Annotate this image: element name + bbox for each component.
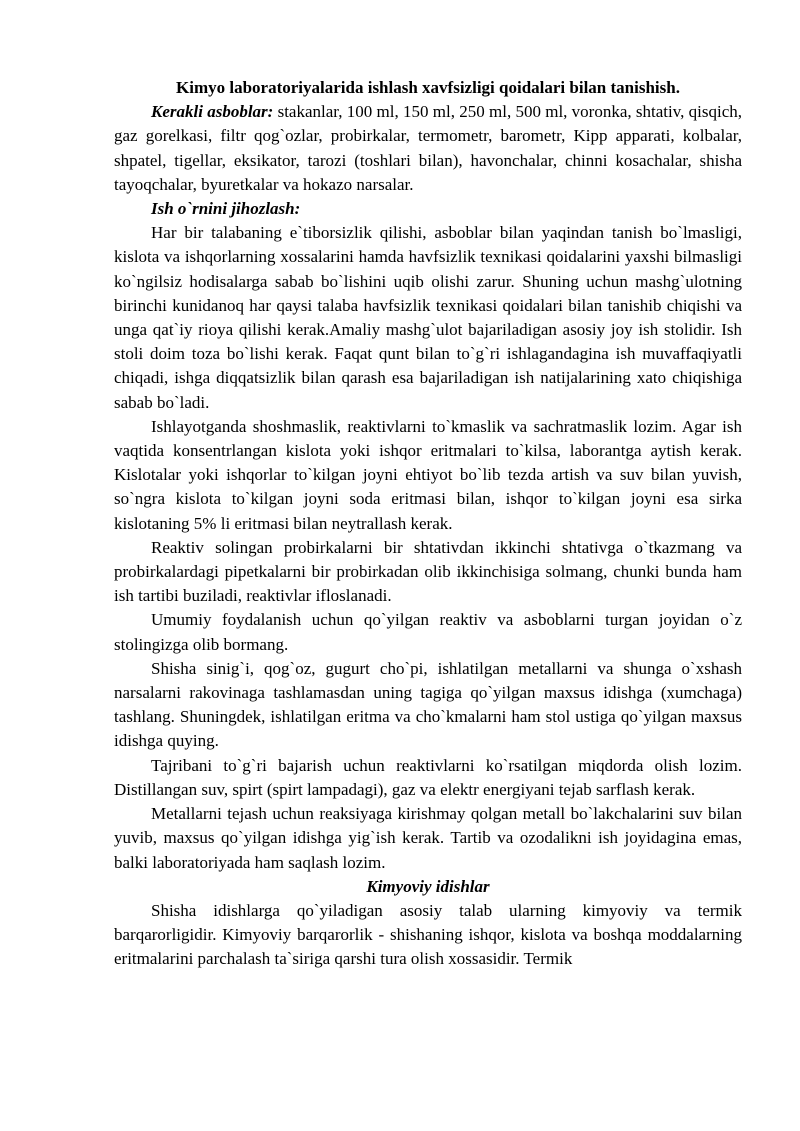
equipment-text: stakanlar, 100 ml, 150 ml, 250 ml, 500 ml, voronka, shtativ, qisqich, gaz gorelkasi, filtr qog`ozlar, probirkalar, termometr, barometr, Kipp apparati, kolbalar, shpatel, tigellar, eksikator, tarozi (toshlari bilan), havonchalar, chinni kosachalar, shisha tayoqchalar, byuretkalar va hokazo narsalar. (114, 102, 742, 194)
body-paragraph: Umumiy foydalanish uchun qo`yilgan reaktiv va asboblarni turgan joyidan o`z stolingizga olib bormang. (114, 610, 742, 654)
body-paragraph: Har bir talabaning e`tiborsizlik qilishi, asboblar bilan yaqindan tanish bo`lmasligi, kislota va ishqorlarning xossalarini hamda havfsizlik texnikasi qoidalarini yaxshi bilmasligi ko`ngilsiz hodisalarga sabab bo`lishini uqib olishi zarur. Shuning uchun mashg`ulotning birinchi kunidanoq har qaysi talaba havfsizlik texnikasi qoidalari bilan tanishib chiqishi va unga qat`iy rioya qilishi kerak.Amaliy mashg`ulot bajariladigan asosiy joy ish stolidir. Ish stoli doim toza bo`lishi kerak. Faqat qunt bilan to`g`ri ishlagandagina ish muvaffaqiyatli chiqadi, ishga diqqatsizlik bilan qarash esa bajariladigan ish natijalarining xato chiqishiga sabab bo`ladi. (114, 223, 742, 412)
body-paragraph: Tajribani to`g`ri bajarish uchun reaktivlarni ko`rsatilgan miqdorda olish lozim. Distillangan suv, spirt (spirt lampadagi), gaz va elektr energiyani tejab sarflash kerak. (114, 755, 742, 799)
body-paragraph: Ishlayotganda shoshmaslik, reaktivlarni to`kmaslik va sachratmaslik lozim. Agar ish vaqtida konsentrlangan kislota yoki ishqor eritmalari to`kilsa, laborantga aytish kerak. Kislotalar yoki ishqorlar to`kilgan joyni ehtiyot bo`lib tezda artish va suv bilan yuvish, so`ngra kislota to`kilgan joyni soda eritmasi bilan, ishqor to`kilgan joyni esa sirka kislotaning 5% li eritmasi bilan neytrallash kerak. (114, 416, 742, 533)
body-paragraph: Reaktiv solingan probirkalarni bir shtativdan ikkinchi shtativga o`tkazmang va probirkalardagi pipetkalarni bir probirkadan olib ikkinchisiga solmang, chunki bunda ham ish tartibi buziladi, reaktivlar ifloslanadi. (114, 537, 742, 606)
body-paragraph: Metallarni tejash uchun reaksiyaga kirishmay qolgan metall bo`lakchalarini suv bilan yuvib, maxsus qo`yilgan idishga yig`ish kerak. Tartib va ozodalikni ish joyidagina emas, balki laboratoriyada ham saqlash lozim. (114, 804, 742, 872)
equipment-paragraph (114, 100, 742, 197)
document-page (114, 72, 742, 972)
workplace-heading: Ish o`rnini jihozlash: (151, 199, 301, 219)
body-paragraph: Shisha sinig`i, qog`oz, gugurt cho`pi, ishlatilgan metallarni va shunga o`xshash narsalarni rakovinaga tashlamasdan uning tagiga qo`yilgan maxsus idishga (xumchaga) tashlang. Shuningdek, ishlatilgan eritma va cho`kmalarni ham stol ustiga qo`yilgan maxsus idishga quying. (114, 658, 742, 751)
section-heading: Kimyoviy idishlar (366, 876, 490, 896)
equipment-label: Kerakli asboblar: (151, 102, 274, 122)
section-paragraph: Shisha idishlarga qo`yiladigan asosiy talab ularning kimyoviy va termik barqarorligidir. Kimyoviy barqarorlik - shishaning ishqor, kislota va boshqa moddalarning eritmalarini parchalash ta`siriga qarshi tura olish xossasidir. Termik (114, 900, 742, 969)
document-title: Kimyo laboratoriyalarida ishlash xavfsizligi qoidalari bilan tanishish. (176, 78, 680, 97)
